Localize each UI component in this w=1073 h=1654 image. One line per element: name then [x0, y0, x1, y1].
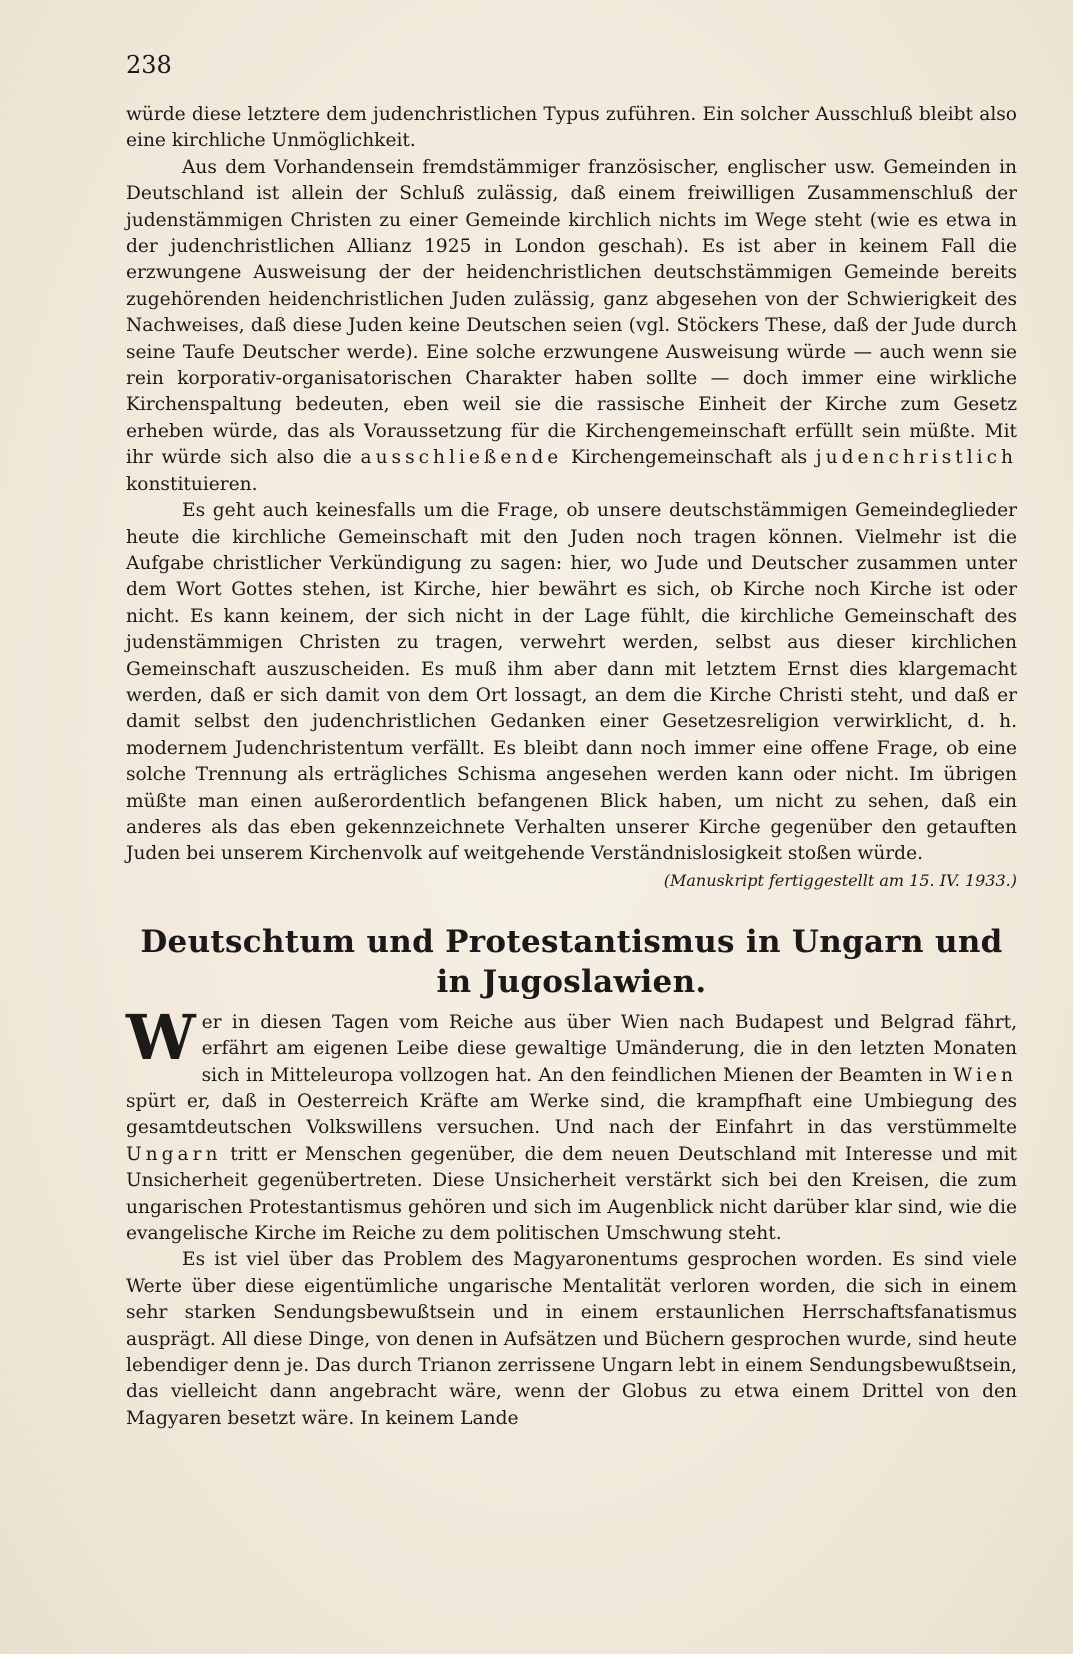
spaced-word-judenchristlich: judenchristlich: [815, 447, 1017, 469]
spaced-word-ungarn: Ungarn: [126, 1143, 222, 1165]
paragraph-1: würde diese letztere dem judenchristlichen Typus zuführen. Ein solcher Ausschluß bleibt also eine kirchliche Unmöglichkeit.: [126, 104, 1017, 152]
paragraph-3: Es geht auch keinesfalls um die Frage, ob unsere deutschstämmigen Gemeindeglieder heute die kirchliche Gemeinschaft mit den Juden noch tragen können. Vielmehr ist die Aufgabe christlicher Verkündigung zu sagen: hier, wo Jude und Deutscher zusammen unter dem Wort Gottes stehen, ist Kirche, hier bewährt es sich, ob Kirche noch Kirche ist oder nicht. Es kann keinem, der sich nicht in der Lage fühlt, die kirchliche Gemeinschaft des judenstämmigen Christen zu tragen, verwehrt werden, selbst aus dieser kirchlichen Gemeinschaft auszuscheiden. Es muß ihm aber dann mit letztem Ernst dies klargemacht werden, daß er sich damit von dem Ort lossagt, an dem die Kirche Christi steht, und daß er damit selbst den judenchristlichen Gedanken einer Gesetzesreligion verwirklicht, d. h. modernem Judenchristentum verfällt. Es bleibt dann noch immer eine offene Frage, ob eine solche Trennung als erträgliches Schisma angesehen werden kann oder nicht. Im übrigen müßte man einen außerordentlich befangenen Blick haben, um nicht zu sehen, daß ein anderes als das eben gekennzeichnete Verhalten unserer Kirche gegenüber den getauften Juden bei unserem Kirchenvolk auf weitgehende Verständnislosigkeit stoßen würde.: [126, 500, 1017, 865]
manuscript-date-note: (Manuskript fertiggestellt am 15. IV. 1933.): [663, 870, 1017, 890]
spaced-word-wien: Wien: [953, 1064, 1017, 1086]
drop-cap: W: [126, 1000, 196, 1074]
article-title: [126, 922, 1017, 1002]
spaced-word-ausschliessende: ausschließende: [360, 447, 563, 469]
article-paragraph-1: [126, 1000, 1017, 1248]
page-number: 238: [126, 51, 172, 79]
article-p1-part-c: tritt er Menschen gegenüber, die dem neuen Deutschland mit Interesse und mit Unsicherheit gegenübertreten. Diese Unsicherheit verstärkt sich bei den Kreisen, die zum ungarischen Protestantismus gehören und sich im Augenblick nicht darüber klar sind, wie die evangelische Kirche im Reiche zu dem politischen Umschwung steht.: [126, 1143, 1017, 1245]
paragraph-2: [126, 155, 1017, 498]
article-title-line-1: Deutschtum und Protestantismus in Ungarn und: [140, 923, 1003, 960]
article-p1-part-a: er in diesen Tagen vom Reiche aus über Wien nach Budapest und Belgrad fährt, erfährt am eigenen Leibe diese gewaltige Umänderung, die in den letzten Monaten sich in Mitteleuropa vollzogen hat. An den feindlichen Mienen der Beamten in: [201, 1011, 1017, 1086]
article-p1-part-b: spürt er, daß in Oesterreich Kräfte am Werke sind, die krampfhaft eine Umbiegung des gesamtdeutschen Volkswillens versuchen. Und nach der Einfahrt in das verstümmelte: [126, 1091, 1017, 1139]
article-paragraph-2: Es ist viel über das Problem des Magyaronentums gesprochen worden. Es sind viele Werte über diese eigentümliche ungarische Mentalität verloren worden, die sich in einem sehr starken Sendungsbewußtsein und in einem erstaunlichen Herrschaftsfanatismus ausprägt. All diese Dinge, von denen in Aufsätzen und Büchern gesprochen wurde, sind heute lebendiger denn je. Das durch Trianon zerrissene Ungarn lebt in einem Sendungsbewußtsein, das vielleicht dann angebracht wäre, wenn der Globus zu etwa einem Drittel von den Magyaren besetzt wäre. In keinem Lande: [126, 1249, 1017, 1429]
spaced-line-mid: Kirchengemeinschaft als: [562, 447, 816, 469]
spaced-line-end: konstituieren.: [126, 473, 258, 495]
paragraph-2-text: Aus dem Vorhandensein fremdstämmiger französischer, englischer usw. Gemeinden in Deutschland ist allein der Schluß zulässig, daß einem freiwilligen Zusammenschluß der judenstämmigen Christen zu einer Gemeinde kirchlich nichts im Wege steht (wie es etwa in der judenchristlichen Allianz 1925 in London geschah). Es ist aber in keinem Fall die erzwungene Ausweisung der der heidenchristlichen deutschstämmigen Gemeinde bereits zugehörenden heidenchristlichen Juden zulässig, ganz abgesehen von der Schwierigkeit des Nachweises, daß diese Juden keine Deutschen seien (vgl. Stöckers These, daß der Jude durch seine Taufe Deutscher werde). Eine solche erzwungene Ausweisung würde — auch wenn sie rein korporativ-organisatorischen Charakter haben sollte — doch immer eine wirkliche Kirchenspaltung bedeuten, eben weil sie die rassische Einheit der Kirche zum Gesetz erheben würde, das als Voraussetzung für die Kirchengemeinschaft erfüllt sein müßte. Mit ihr würde sich also die: [126, 156, 1017, 469]
article-title-line-2: in Jugoslawien.: [436, 963, 707, 1000]
